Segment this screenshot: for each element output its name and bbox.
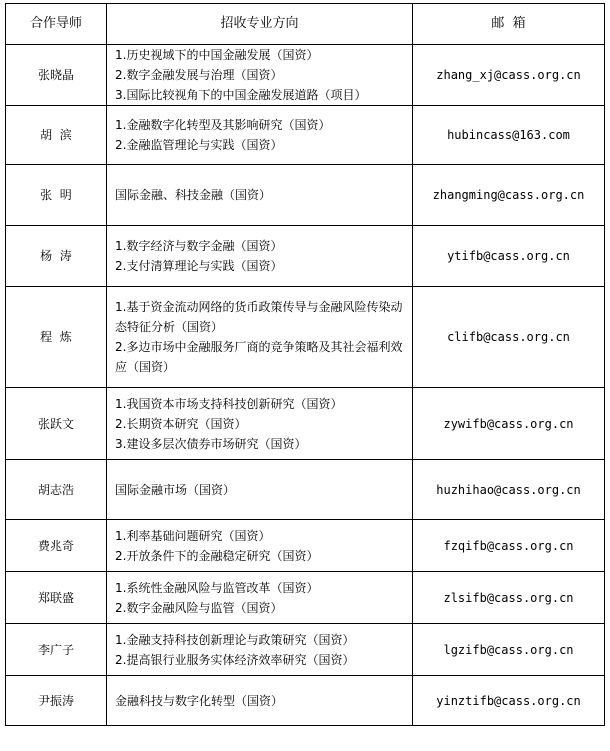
direction-item: 1.历史视域下的中国金融发展（国资）	[115, 48, 319, 62]
direction-item: 2.数字金融发展与治理（国资）	[115, 68, 283, 82]
direction-item: 1.基于资金流动网络的货币政策传导与金融风险传染动态特征分析（国资）	[115, 300, 403, 334]
direction-cell	[107, 287, 413, 388]
header-row	[6, 4, 605, 45]
table-row	[6, 45, 605, 106]
email-cell: hubincass@163.com	[413, 106, 605, 165]
advisor-name: 杨 涛	[6, 226, 107, 287]
email-cell: zhang_xj@cass.org.cn	[413, 45, 605, 106]
advisor-table	[5, 3, 605, 726]
direction-item: 2.多边市场中金融服务厂商的竞争策略及其社会福利效应（国资）	[115, 340, 403, 374]
table-row	[6, 165, 605, 226]
header-advisor: 合作导师	[6, 4, 107, 45]
email-cell: huzhihao@cass.org.cn	[413, 460, 605, 520]
table-row	[6, 226, 605, 287]
direction-cell	[107, 388, 413, 460]
direction-item: 2.提高银行业服务实体经济效率研究（国资）	[115, 652, 355, 667]
direction-item: 3.建设多层次债券市场研究（国资）	[115, 436, 307, 451]
direction-cell	[107, 572, 413, 624]
table-row	[6, 460, 605, 520]
direction-item: 国际金融、科技金融（国资）	[115, 188, 272, 202]
advisor-name: 胡 滨	[6, 106, 107, 165]
direction-cell	[107, 106, 413, 165]
email-cell: ytifb@cass.org.cn	[413, 226, 605, 287]
email-cell: fzqifb@cass.org.cn	[413, 520, 605, 572]
header-direction: 招收专业方向	[107, 4, 413, 45]
email-cell: zlsifb@cass.org.cn	[413, 572, 605, 624]
header-email: 邮 箱	[413, 4, 605, 45]
direction-item: 1.系统性金融风险与监管改革（国资）	[115, 580, 319, 595]
advisor-name: 张晓晶	[6, 45, 107, 106]
direction-cell	[107, 45, 413, 106]
advisor-name: 尹振涛	[6, 676, 107, 726]
direction-item: 1.数字经济与数字金融（国资）	[115, 239, 283, 253]
table-row	[6, 676, 605, 726]
table-row	[6, 388, 605, 460]
advisor-name: 郑联盛	[6, 572, 107, 624]
table-row	[6, 520, 605, 572]
direction-item: 金融科技与数字化转型（国资）	[115, 693, 284, 708]
direction-item: 2.长期资本研究（国资）	[115, 416, 247, 431]
direction-item: 2.支付清算理论与实践（国资）	[115, 259, 283, 273]
direction-item: 1.金融数字化转型及其影响研究（国资）	[115, 118, 331, 132]
direction-item: 2.数字金融风险与监管（国资）	[115, 600, 283, 615]
direction-cell	[107, 624, 413, 676]
direction-item: 1.利率基础问题研究（国资）	[115, 528, 271, 543]
direction-item: 1.我国资本市场支持科技创新研究（国资）	[115, 396, 343, 411]
advisor-name: 程 炼	[6, 287, 107, 388]
direction-item: 3.国际比较视角下的中国金融发展道路（项目）	[115, 88, 367, 102]
direction-cell	[107, 676, 413, 726]
direction-cell	[107, 520, 413, 572]
email-cell: zywifb@cass.org.cn	[413, 388, 605, 460]
direction-cell	[107, 165, 413, 226]
direction-cell	[107, 226, 413, 287]
table-row	[6, 624, 605, 676]
table-row	[6, 287, 605, 388]
table-row	[6, 572, 605, 624]
email-cell: yinztifb@cass.org.cn	[413, 676, 605, 726]
email-cell: clifb@cass.org.cn	[413, 287, 605, 388]
email-cell: lgzifb@cass.org.cn	[413, 624, 605, 676]
email-cell: zhangming@cass.org.cn	[413, 165, 605, 226]
advisor-name: 费兆奇	[6, 520, 107, 572]
direction-item: 1.金融支持科技创新理论与政策研究（国资）	[115, 632, 355, 647]
direction-item: 2.金融监管理论与实践（国资）	[115, 138, 283, 152]
advisor-name: 胡志浩	[6, 460, 107, 520]
advisor-name: 李广子	[6, 624, 107, 676]
advisor-name: 张 明	[6, 165, 107, 226]
advisor-name: 张跃文	[6, 388, 107, 460]
table-row	[6, 106, 605, 165]
direction-item: 2.开放条件下的金融稳定研究（国资）	[115, 548, 319, 563]
direction-item: 国际金融市场（国资）	[115, 482, 236, 497]
direction-cell	[107, 460, 413, 520]
